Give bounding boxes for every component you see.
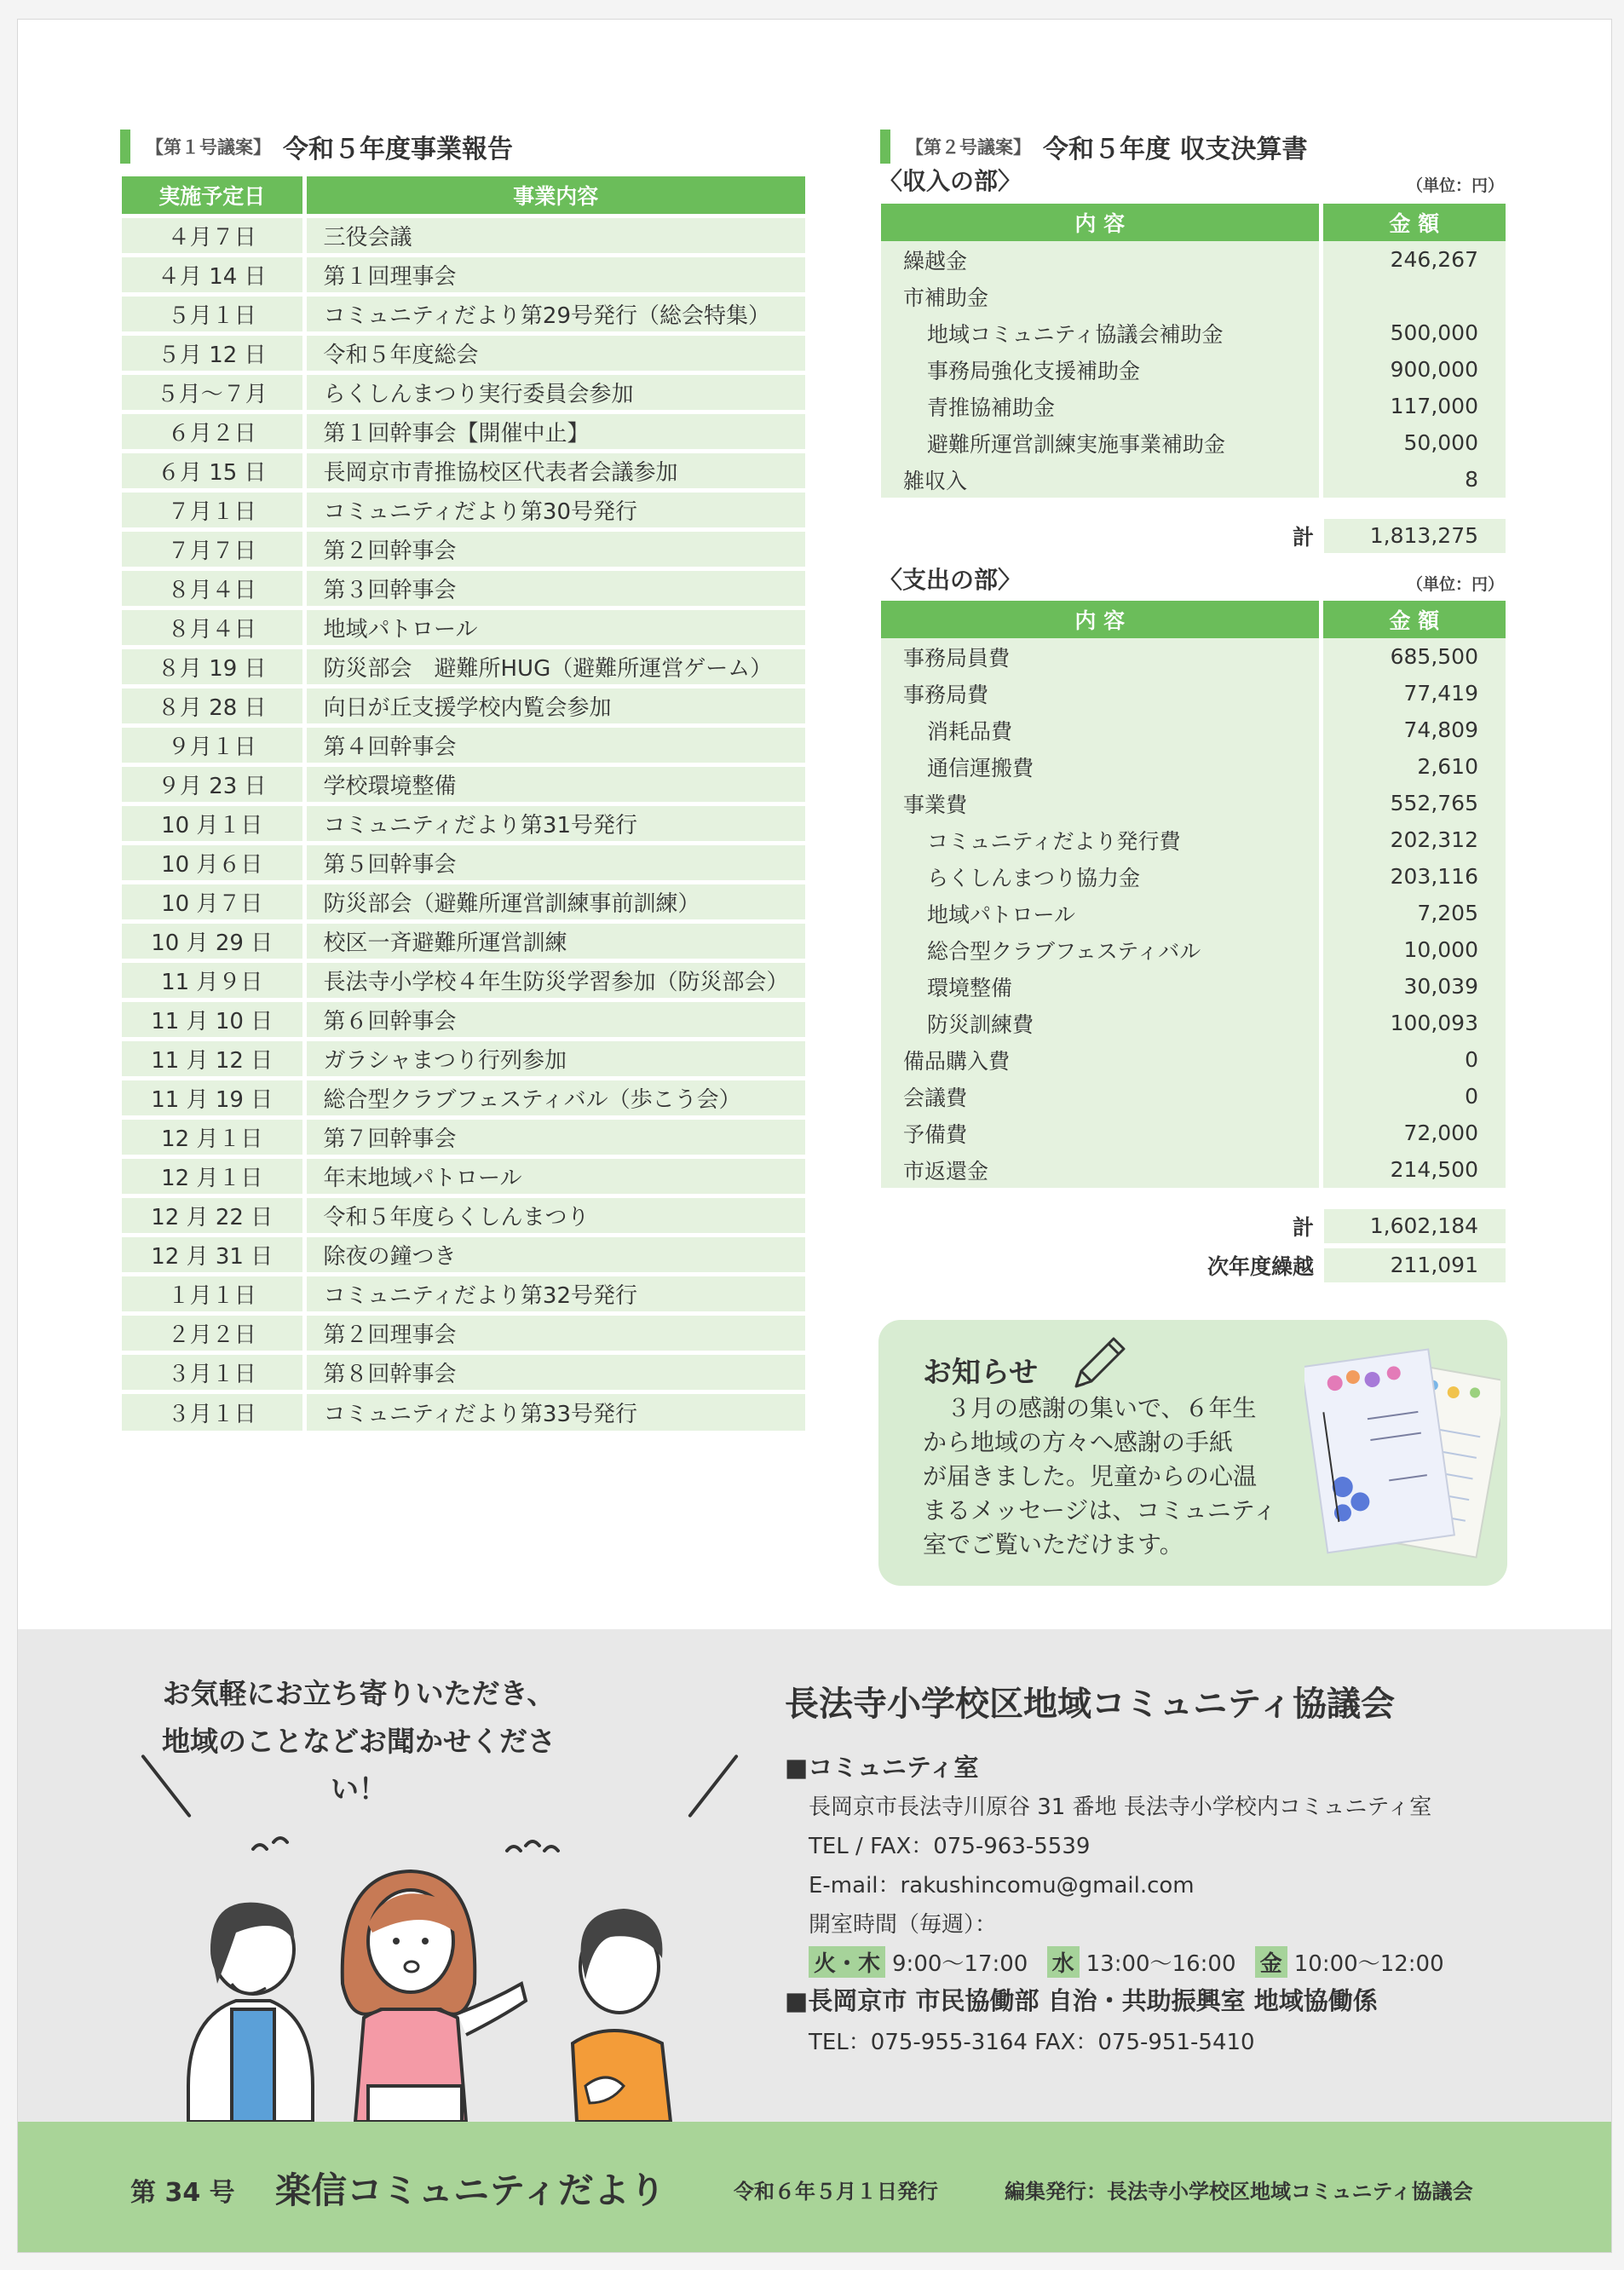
schedule-date: ５月１日 — [122, 294, 304, 333]
table-row — [122, 490, 805, 529]
expense-amount: 685,500 — [1321, 638, 1506, 675]
carryover-value: 211,091 — [1324, 1248, 1506, 1282]
heading-accent-bar — [120, 130, 130, 164]
carryover — [1154, 1248, 1506, 1282]
table-row — [122, 412, 805, 451]
schedule-event: 向日が丘支援学校内覧会参加 — [304, 686, 805, 725]
schedule-date: ３月１日 — [122, 1391, 304, 1431]
table-row — [122, 1117, 805, 1156]
schedule-date: ９月１日 — [122, 725, 304, 764]
schedule-event: コミュニティだより第33号発行 — [304, 1391, 805, 1431]
schedule-event: 長岡京市青推協校区代表者会議参加 — [304, 451, 805, 490]
schedule-date: 11 月 19 日 — [122, 1078, 304, 1117]
table-row — [122, 568, 805, 608]
schedule-event: 総合型クラブフェスティバル（歩こう会） — [304, 1078, 805, 1117]
table-row — [881, 1041, 1506, 1078]
hours-time: 9:00〜17:00 — [892, 1951, 1028, 1977]
table-row — [122, 921, 805, 960]
finance-title: 令和５年度 収支決算書 — [1043, 135, 1308, 164]
schedule-date: ６月 15 日 — [122, 451, 304, 490]
expense-amount: 30,039 — [1321, 968, 1506, 1005]
expense-item: 地域パトロール — [881, 895, 1321, 931]
room-heading: ■コミュニティ室 — [785, 1753, 979, 1782]
expense-item-header: 内 容 — [881, 601, 1321, 638]
table-row — [881, 1078, 1506, 1115]
income-item: 繰越金 — [881, 241, 1321, 278]
schedule-event: 年末地域パトロール — [304, 1156, 805, 1195]
expense-amount: 202,312 — [1321, 821, 1506, 858]
speech-mark-right — [688, 1754, 739, 1818]
issue-number: 第 34 号 — [130, 2178, 235, 2208]
expense-amount: 203,116 — [1321, 858, 1506, 895]
expense-amount: 72,000 — [1321, 1115, 1506, 1151]
hours-label: 開室時間（毎週）： — [809, 1912, 998, 1938]
income-amount — [1321, 278, 1506, 314]
schedule-event: ガラシャまつり行列参加 — [304, 1039, 805, 1078]
table-row — [122, 804, 805, 843]
expense-amount: 2,610 — [1321, 748, 1506, 785]
income-total — [1222, 519, 1506, 553]
table-row — [881, 785, 1506, 821]
schedule-event: 第６回幹事会 — [304, 1000, 805, 1039]
schedule-event: 防災部会（避難所運営訓練事前訓練） — [304, 882, 805, 921]
expense-amount: 0 — [1321, 1041, 1506, 1078]
notice-line: が届きました。児童からの心温 — [923, 1462, 1258, 1490]
expense-amount-header: 金 額 — [1321, 601, 1506, 638]
issue-date: 令和６年５月１日発行 — [734, 2180, 938, 2204]
hours-day: 火・木 — [809, 1946, 885, 1978]
schedule-date: 12 月１日 — [122, 1156, 304, 1195]
income-amount: 8 — [1321, 461, 1506, 498]
expense-unit: （単位：円） — [1407, 575, 1505, 594]
income-title: 〈収入の部〉 — [878, 167, 1022, 195]
notice-line: ３月の感謝の集いで、６年生 — [947, 1394, 1257, 1422]
expense-title: 〈支出の部〉 — [878, 566, 1022, 594]
table-row — [881, 241, 1506, 278]
table-row — [122, 686, 805, 725]
income-table — [881, 204, 1506, 498]
table-row — [122, 843, 805, 882]
schedule-date: ３月１日 — [122, 1352, 304, 1391]
schedule-date: 11 月 12 日 — [122, 1039, 304, 1078]
table-row — [122, 255, 805, 294]
income-item: 事務局強化支援補助金 — [881, 351, 1321, 388]
schedule-date: 10 月 29 日 — [122, 921, 304, 960]
notice-line: から地域の方々へ感謝の手紙 — [923, 1428, 1234, 1456]
schedule-date: 11 月 10 日 — [122, 1000, 304, 1039]
schedule-date: １月１日 — [122, 1274, 304, 1313]
income-item: 避難所運営訓練実施事業補助金 — [881, 424, 1321, 461]
expense-item: 事業費 — [881, 785, 1321, 821]
table-row — [881, 278, 1506, 314]
table-row — [122, 1195, 805, 1235]
footer — [18, 2122, 1612, 2253]
thank-you-letters-image — [1304, 1335, 1500, 1574]
table-row — [881, 968, 1506, 1005]
expense-amount: 552,765 — [1321, 785, 1506, 821]
notice-line: まるメッセージは、コミュニティ — [923, 1496, 1277, 1524]
income-total-label: 計 — [1292, 525, 1314, 550]
schedule-event: 第５回幹事会 — [304, 843, 805, 882]
expense-amount: 100,093 — [1321, 1005, 1506, 1041]
table-row — [122, 1313, 805, 1352]
schedule-date: ５月 12 日 — [122, 333, 304, 372]
schedule-event: 第４回幹事会 — [304, 725, 805, 764]
expense-item: 防災訓練費 — [881, 1005, 1321, 1041]
schedule-date: ６月２日 — [122, 412, 304, 451]
hours-day: 水 — [1047, 1946, 1080, 1978]
newsletter-name: 楽信コミュニティだより — [275, 2169, 665, 2211]
table-row — [122, 608, 805, 647]
expense-amount: 0 — [1321, 1078, 1506, 1115]
table-row — [881, 931, 1506, 968]
expense-total-value: 1,602,184 — [1324, 1209, 1506, 1243]
income-item: 地域コミュニティ協議会補助金 — [881, 314, 1321, 351]
income-item-header: 内 容 — [881, 204, 1321, 241]
schedule-date: ８月４日 — [122, 608, 304, 647]
expense-item: 予備費 — [881, 1115, 1321, 1151]
expense-item: 消耗品費 — [881, 712, 1321, 748]
schedule-date: ４月 14 日 — [122, 255, 304, 294]
table-row — [881, 675, 1506, 712]
schedule-event: 三役会議 — [304, 216, 805, 255]
expense-item: 会議費 — [881, 1078, 1321, 1115]
schedule-event: コミュニティだより第30号発行 — [304, 490, 805, 529]
schedule-event: コミュニティだより第32号発行 — [304, 1274, 805, 1313]
table-row — [881, 1151, 1506, 1188]
schedule-event: 第２回理事会 — [304, 1313, 805, 1352]
table-row — [881, 895, 1506, 931]
invite-message — [146, 1670, 572, 1813]
table-row — [122, 1352, 805, 1391]
schedule-event: 第１回理事会 — [304, 255, 805, 294]
table-row — [881, 858, 1506, 895]
expense-amount: 10,000 — [1321, 931, 1506, 968]
table-row — [881, 748, 1506, 785]
schedule-date: ８月 28 日 — [122, 686, 304, 725]
income-amount-header: 金 額 — [1321, 204, 1506, 241]
schedule-date: ７月７日 — [122, 529, 304, 568]
hours-row — [809, 1946, 1444, 1978]
schedule-event: 第７回幹事会 — [304, 1117, 805, 1156]
table-row — [881, 638, 1506, 675]
schedule-event: 長法寺小学校４年生防災学習参加（防災部会） — [304, 960, 805, 1000]
schedule-date: ５月〜７月 — [122, 372, 304, 412]
schedule-event: 地域パトロール — [304, 608, 805, 647]
table-row — [122, 647, 805, 686]
schedule-body — [122, 216, 805, 1431]
schedule-date: 10 月１日 — [122, 804, 304, 843]
schedule-date: 10 月７日 — [122, 882, 304, 921]
table-row — [881, 351, 1506, 388]
table-row — [122, 216, 805, 255]
schedule-event: 学校環境整備 — [304, 764, 805, 804]
room-email[interactable]: E-mail：rakushincomu@gmail.com — [809, 1873, 1195, 1898]
notice-title: お知らせ — [923, 1356, 1038, 1390]
schedule-date: ７月１日 — [122, 490, 304, 529]
expense-amount: 214,500 — [1321, 1151, 1506, 1188]
income-amount: 117,000 — [1321, 388, 1506, 424]
schedule-event: 校区一斉避難所運営訓練 — [304, 921, 805, 960]
table-row — [881, 1115, 1506, 1151]
report-title: 令和５年度事業報告 — [283, 135, 513, 164]
schedule-event: コミュニティだより第31号発行 — [304, 804, 805, 843]
expense-table — [881, 601, 1506, 1188]
income-total-value: 1,813,275 — [1324, 519, 1506, 553]
finance-heading — [880, 127, 1307, 166]
income-unit: （単位：円） — [1407, 176, 1505, 195]
schedule-date: 10 月６日 — [122, 843, 304, 882]
hours-time: 10:00〜12:00 — [1293, 1951, 1444, 1977]
expense-item: 事務局員費 — [881, 638, 1321, 675]
notice-box — [878, 1320, 1507, 1586]
income-item: 雑収入 — [881, 461, 1321, 498]
table-row — [122, 294, 805, 333]
table-row — [122, 1156, 805, 1195]
table-row — [122, 451, 805, 490]
schedule-date: 11 月９日 — [122, 960, 304, 1000]
contact-section — [18, 1629, 1612, 2122]
expense-item: 通信運搬費 — [881, 748, 1321, 785]
expense-body — [881, 638, 1506, 1188]
table-row — [881, 1005, 1506, 1041]
table-row — [122, 372, 805, 412]
income-item: 市補助金 — [881, 278, 1321, 314]
table-row — [122, 1078, 805, 1117]
schedule-date: 12 月 22 日 — [122, 1195, 304, 1235]
city-office-heading: ■長岡京市 市民協働部 自治・共助振興室 地域協働係 — [785, 1986, 1378, 2015]
table-row — [881, 424, 1506, 461]
expense-amount: 7,205 — [1321, 895, 1506, 931]
income-amount: 900,000 — [1321, 351, 1506, 388]
table-row — [122, 725, 805, 764]
expense-item: 環境整備 — [881, 968, 1321, 1005]
table-row — [881, 712, 1506, 748]
income-item: 青推協補助金 — [881, 388, 1321, 424]
expense-total-label: 計 — [1292, 1215, 1314, 1240]
city-office-tel: TEL：075-955-3164 FAX：075-951-5410 — [809, 2030, 1255, 2055]
schedule-event: 令和５年度らくしんまつり — [304, 1195, 805, 1235]
expense-item: らくしんまつり協力金 — [881, 858, 1321, 895]
table-row — [881, 461, 1506, 498]
schedule-event: 第１回幹事会【開催中止】 — [304, 412, 805, 451]
hours-time: 13:00〜16:00 — [1086, 1951, 1236, 1977]
report-tag: 【第１号議案】 — [146, 137, 271, 158]
expense-total — [1222, 1209, 1506, 1243]
room-tel: TEL / FAX：075-963-5539 — [809, 1834, 1091, 1859]
expense-item: コミュニティだより発行費 — [881, 821, 1321, 858]
pencil-icon — [1064, 1330, 1132, 1398]
income-amount: 500,000 — [1321, 314, 1506, 351]
table-row — [122, 1235, 805, 1274]
schedule-event: 第８回幹事会 — [304, 1352, 805, 1391]
schedule-date: 12 月１日 — [122, 1117, 304, 1156]
expense-item: 事務局費 — [881, 675, 1321, 712]
notice-body — [923, 1391, 1298, 1562]
table-row — [122, 333, 805, 372]
table-row — [881, 314, 1506, 351]
schedule-event: 第３回幹事会 — [304, 568, 805, 608]
income-amount: 246,267 — [1321, 241, 1506, 278]
table-row — [881, 388, 1506, 424]
expense-amount: 74,809 — [1321, 712, 1506, 748]
income-body — [881, 241, 1506, 498]
schedule-date: ２月２日 — [122, 1313, 304, 1352]
table-row — [122, 882, 805, 921]
invite-line-1: お気軽にお立ち寄りいただき、 — [162, 1677, 556, 1710]
notice-line: 室でご覧いただけます。 — [923, 1530, 1183, 1558]
finance-tag: 【第２号議案】 — [906, 137, 1031, 158]
table-row — [881, 821, 1506, 858]
table-row — [122, 1274, 805, 1313]
table-row — [122, 529, 805, 568]
schedule-event: 令和５年度総会 — [304, 333, 805, 372]
schedule-event: 除夜の鐘つき — [304, 1235, 805, 1274]
schedule-table — [122, 176, 805, 1431]
schedule-date: 12 月 31 日 — [122, 1235, 304, 1274]
report-heading — [120, 127, 513, 166]
table-row — [122, 1000, 805, 1039]
schedule-event: コミュニティだより第29号発行（総会特集） — [304, 294, 805, 333]
carryover-label: 次年度繰越 — [1206, 1254, 1314, 1279]
schedule-event: らくしんまつり実行委員会参加 — [304, 372, 805, 412]
publisher: 編集発行：長法寺小学校区地域コミュニティ協議会 — [1005, 2180, 1473, 2204]
table-row — [122, 1391, 805, 1431]
expense-item: 備品購入費 — [881, 1041, 1321, 1078]
schedule-event-header: 事業内容 — [304, 176, 805, 216]
table-row — [122, 764, 805, 804]
expense-item: 市返還金 — [881, 1151, 1321, 1188]
schedule-date: ９月 23 日 — [122, 764, 304, 804]
schedule-date: ８月 19 日 — [122, 647, 304, 686]
schedule-event: 第２回幹事会 — [304, 529, 805, 568]
table-row — [122, 960, 805, 1000]
expense-amount: 77,419 — [1321, 675, 1506, 712]
chatting-people-illustration — [185, 1830, 688, 2122]
table-row — [122, 1039, 805, 1078]
heading-accent-bar — [880, 130, 890, 164]
org-name: 長法寺小学校区地域コミュニティ協議会 — [785, 1685, 1395, 1724]
invite-line-2: 地域のことなどお聞かせください！ — [162, 1725, 556, 1806]
schedule-event: 防災部会 避難所HUG（避難所運営ゲーム） — [304, 647, 805, 686]
schedule-date-header: 実施予定日 — [122, 176, 304, 216]
schedule-date: ８月４日 — [122, 568, 304, 608]
newsletter-page — [17, 19, 1612, 2253]
expense-item: 総合型クラブフェスティバル — [881, 931, 1321, 968]
income-amount: 50,000 — [1321, 424, 1506, 461]
room-address: 長岡京市長法寺川原谷 31 番地 長法寺小学校内コミュニティ室 — [809, 1795, 1432, 1820]
hours-day: 金 — [1255, 1946, 1287, 1978]
schedule-date: ４月７日 — [122, 216, 304, 255]
